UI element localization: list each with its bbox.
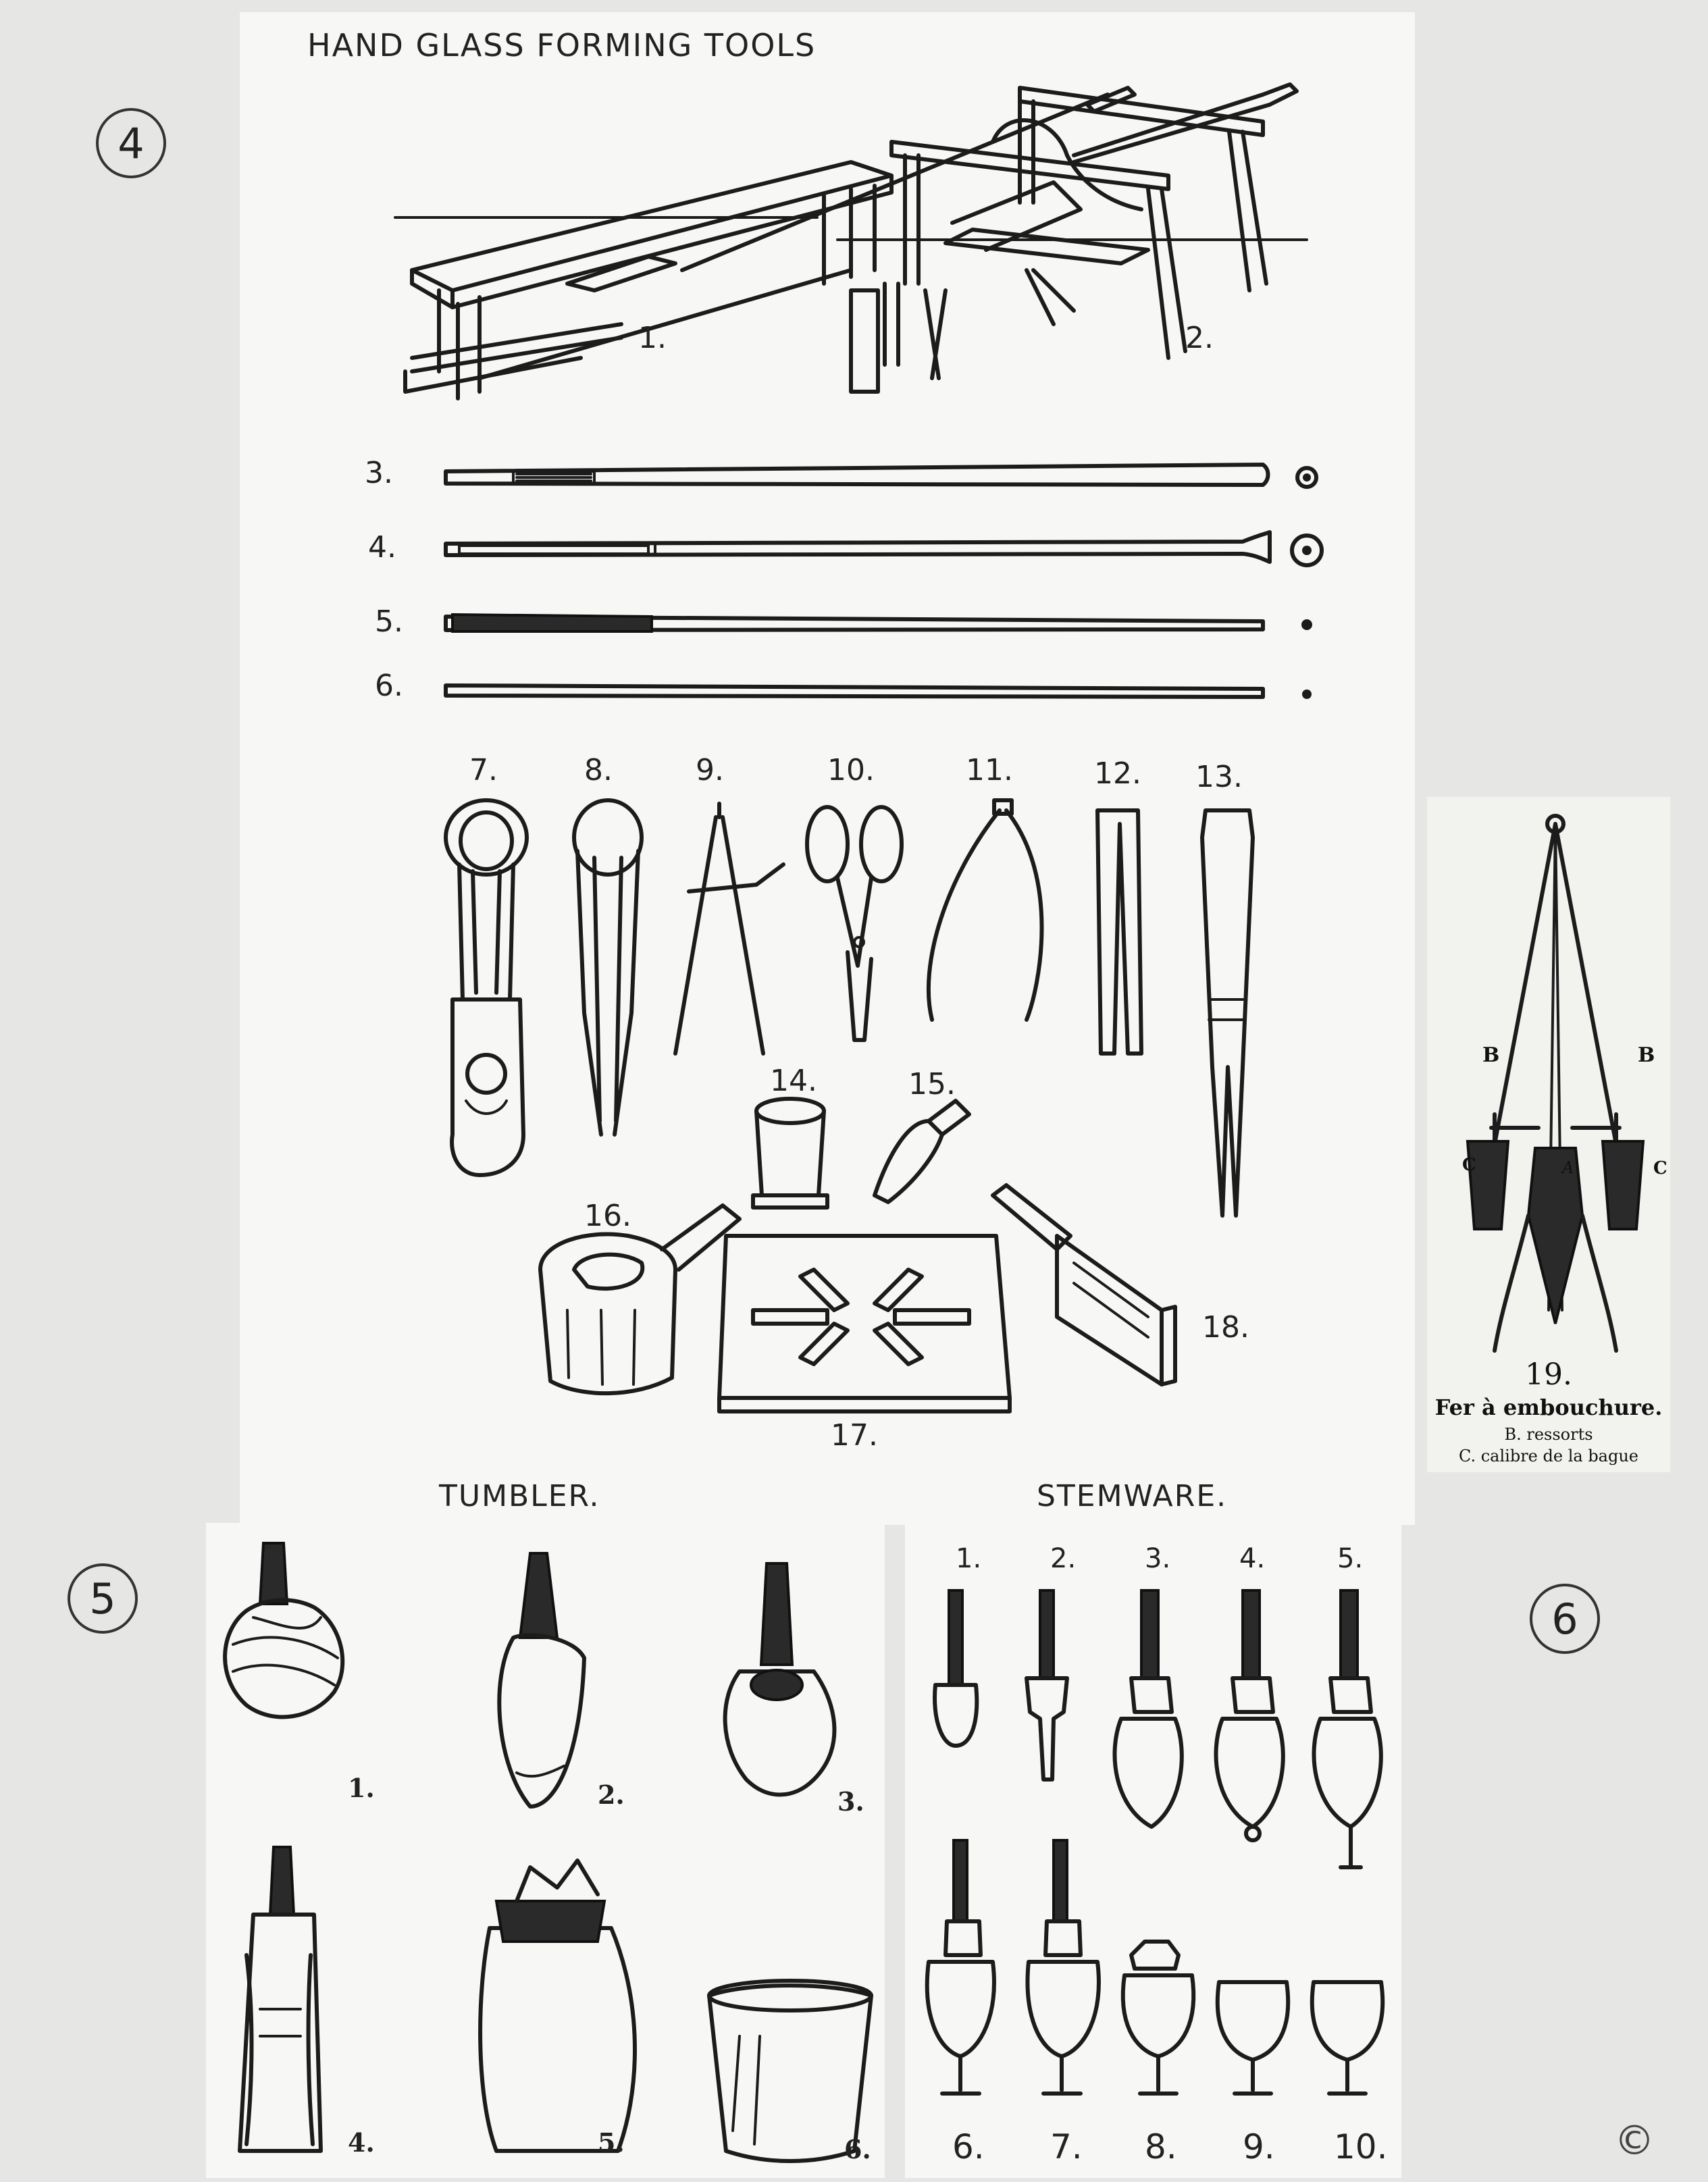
stemware-label-2: 2. <box>1050 1543 1077 1574</box>
stemware-label-9: 9. <box>1243 2127 1275 2166</box>
plate-19-letter-b-right: B <box>1638 1043 1655 1067</box>
tumbler-label-2: 2. <box>598 1780 625 1810</box>
stemware-label-6: 6. <box>952 2127 985 2166</box>
tool-label-17: 17. <box>831 1418 878 1453</box>
tumbler-label-1: 1. <box>348 1773 375 1803</box>
tool-label-2: 2. <box>1185 321 1214 355</box>
tools-title: HAND GLASS FORMING TOOLS <box>307 27 817 63</box>
plate-19-number: 19. <box>1525 1357 1572 1392</box>
stemware-title: STEMWARE. <box>1037 1479 1228 1513</box>
tumbler-title: TUMBLER. <box>439 1479 600 1513</box>
stemware-label-7: 7. <box>1050 2127 1083 2166</box>
tumbler-label-4: 4. <box>348 2127 375 2158</box>
tool-label-16: 16. <box>584 1199 631 1233</box>
tool-label-1: 1. <box>638 321 667 355</box>
section-number-6 <box>1530 1584 1600 1654</box>
tool-label-12: 12. <box>1094 756 1141 791</box>
stemware-label-4: 4. <box>1239 1543 1266 1574</box>
stemware-label-3: 3. <box>1145 1543 1171 1574</box>
wooden-block-illustration <box>527 1195 743 1398</box>
tool-label-8: 8. <box>584 753 613 787</box>
tumbler-label-3: 3. <box>837 1786 864 1817</box>
scoop-illustration <box>868 1094 1003 1229</box>
plate-19-letter-c-right: C <box>1653 1158 1667 1178</box>
tool-label-6: 6. <box>375 669 403 703</box>
section-number-4-text: 4 <box>118 118 145 168</box>
plate-19-legend-b: B. ressorts <box>1504 1425 1593 1444</box>
tool-label-3: 3. <box>365 456 393 490</box>
paddle-illustration <box>986 1175 1189 1391</box>
blowpipes-illustration <box>432 452 1378 723</box>
tool-label-10: 10. <box>827 753 875 787</box>
tool-label-14: 14. <box>770 1064 817 1098</box>
stemware-label-10: 10. <box>1334 2127 1388 2166</box>
tool-label-9: 9. <box>696 753 724 787</box>
fer-a-embouchure-illustration <box>1427 797 1670 1364</box>
plate-19-letter-b-left: B <box>1482 1043 1500 1067</box>
section-number-5 <box>68 1563 138 1634</box>
stemware-label-5: 5. <box>1337 1543 1364 1574</box>
tool-label-15: 15. <box>908 1067 956 1101</box>
tool-label-5: 5. <box>375 604 403 639</box>
plate-19-letter-a: A <box>1562 1158 1574 1177</box>
block-cup-illustration <box>736 1094 871 1229</box>
plate-19-legend-c: C. calibre de la bague <box>1458 1447 1639 1465</box>
paddle-board-illustration <box>713 1229 1023 1418</box>
tool-label-7: 7. <box>469 753 498 787</box>
plate-19-caption: Fer à embouchure. <box>1434 1395 1663 1420</box>
tool-label-13: 13. <box>1195 760 1243 794</box>
section-number-6-text: 6 <box>1551 1594 1578 1644</box>
tumbler-stages-illustration <box>206 1523 885 2178</box>
tool-label-4: 4. <box>368 530 396 565</box>
tool-label-11: 11. <box>966 753 1013 787</box>
stemware-label-8: 8. <box>1145 2127 1177 2166</box>
stemware-label-1: 1. <box>956 1543 982 1574</box>
stemware-stages-illustration <box>905 1523 1401 2178</box>
plate-19-letter-c-left: C <box>1462 1155 1476 1175</box>
gaffer-chair-illustration <box>831 68 1371 446</box>
tool-label-18: 18. <box>1202 1310 1249 1345</box>
section-number-5-text: 5 <box>89 1574 116 1623</box>
tumbler-label-6: 6. <box>844 2134 871 2164</box>
copyright-mark: © <box>1614 2117 1655 2164</box>
tumbler-label-5: 5. <box>598 2127 625 2158</box>
